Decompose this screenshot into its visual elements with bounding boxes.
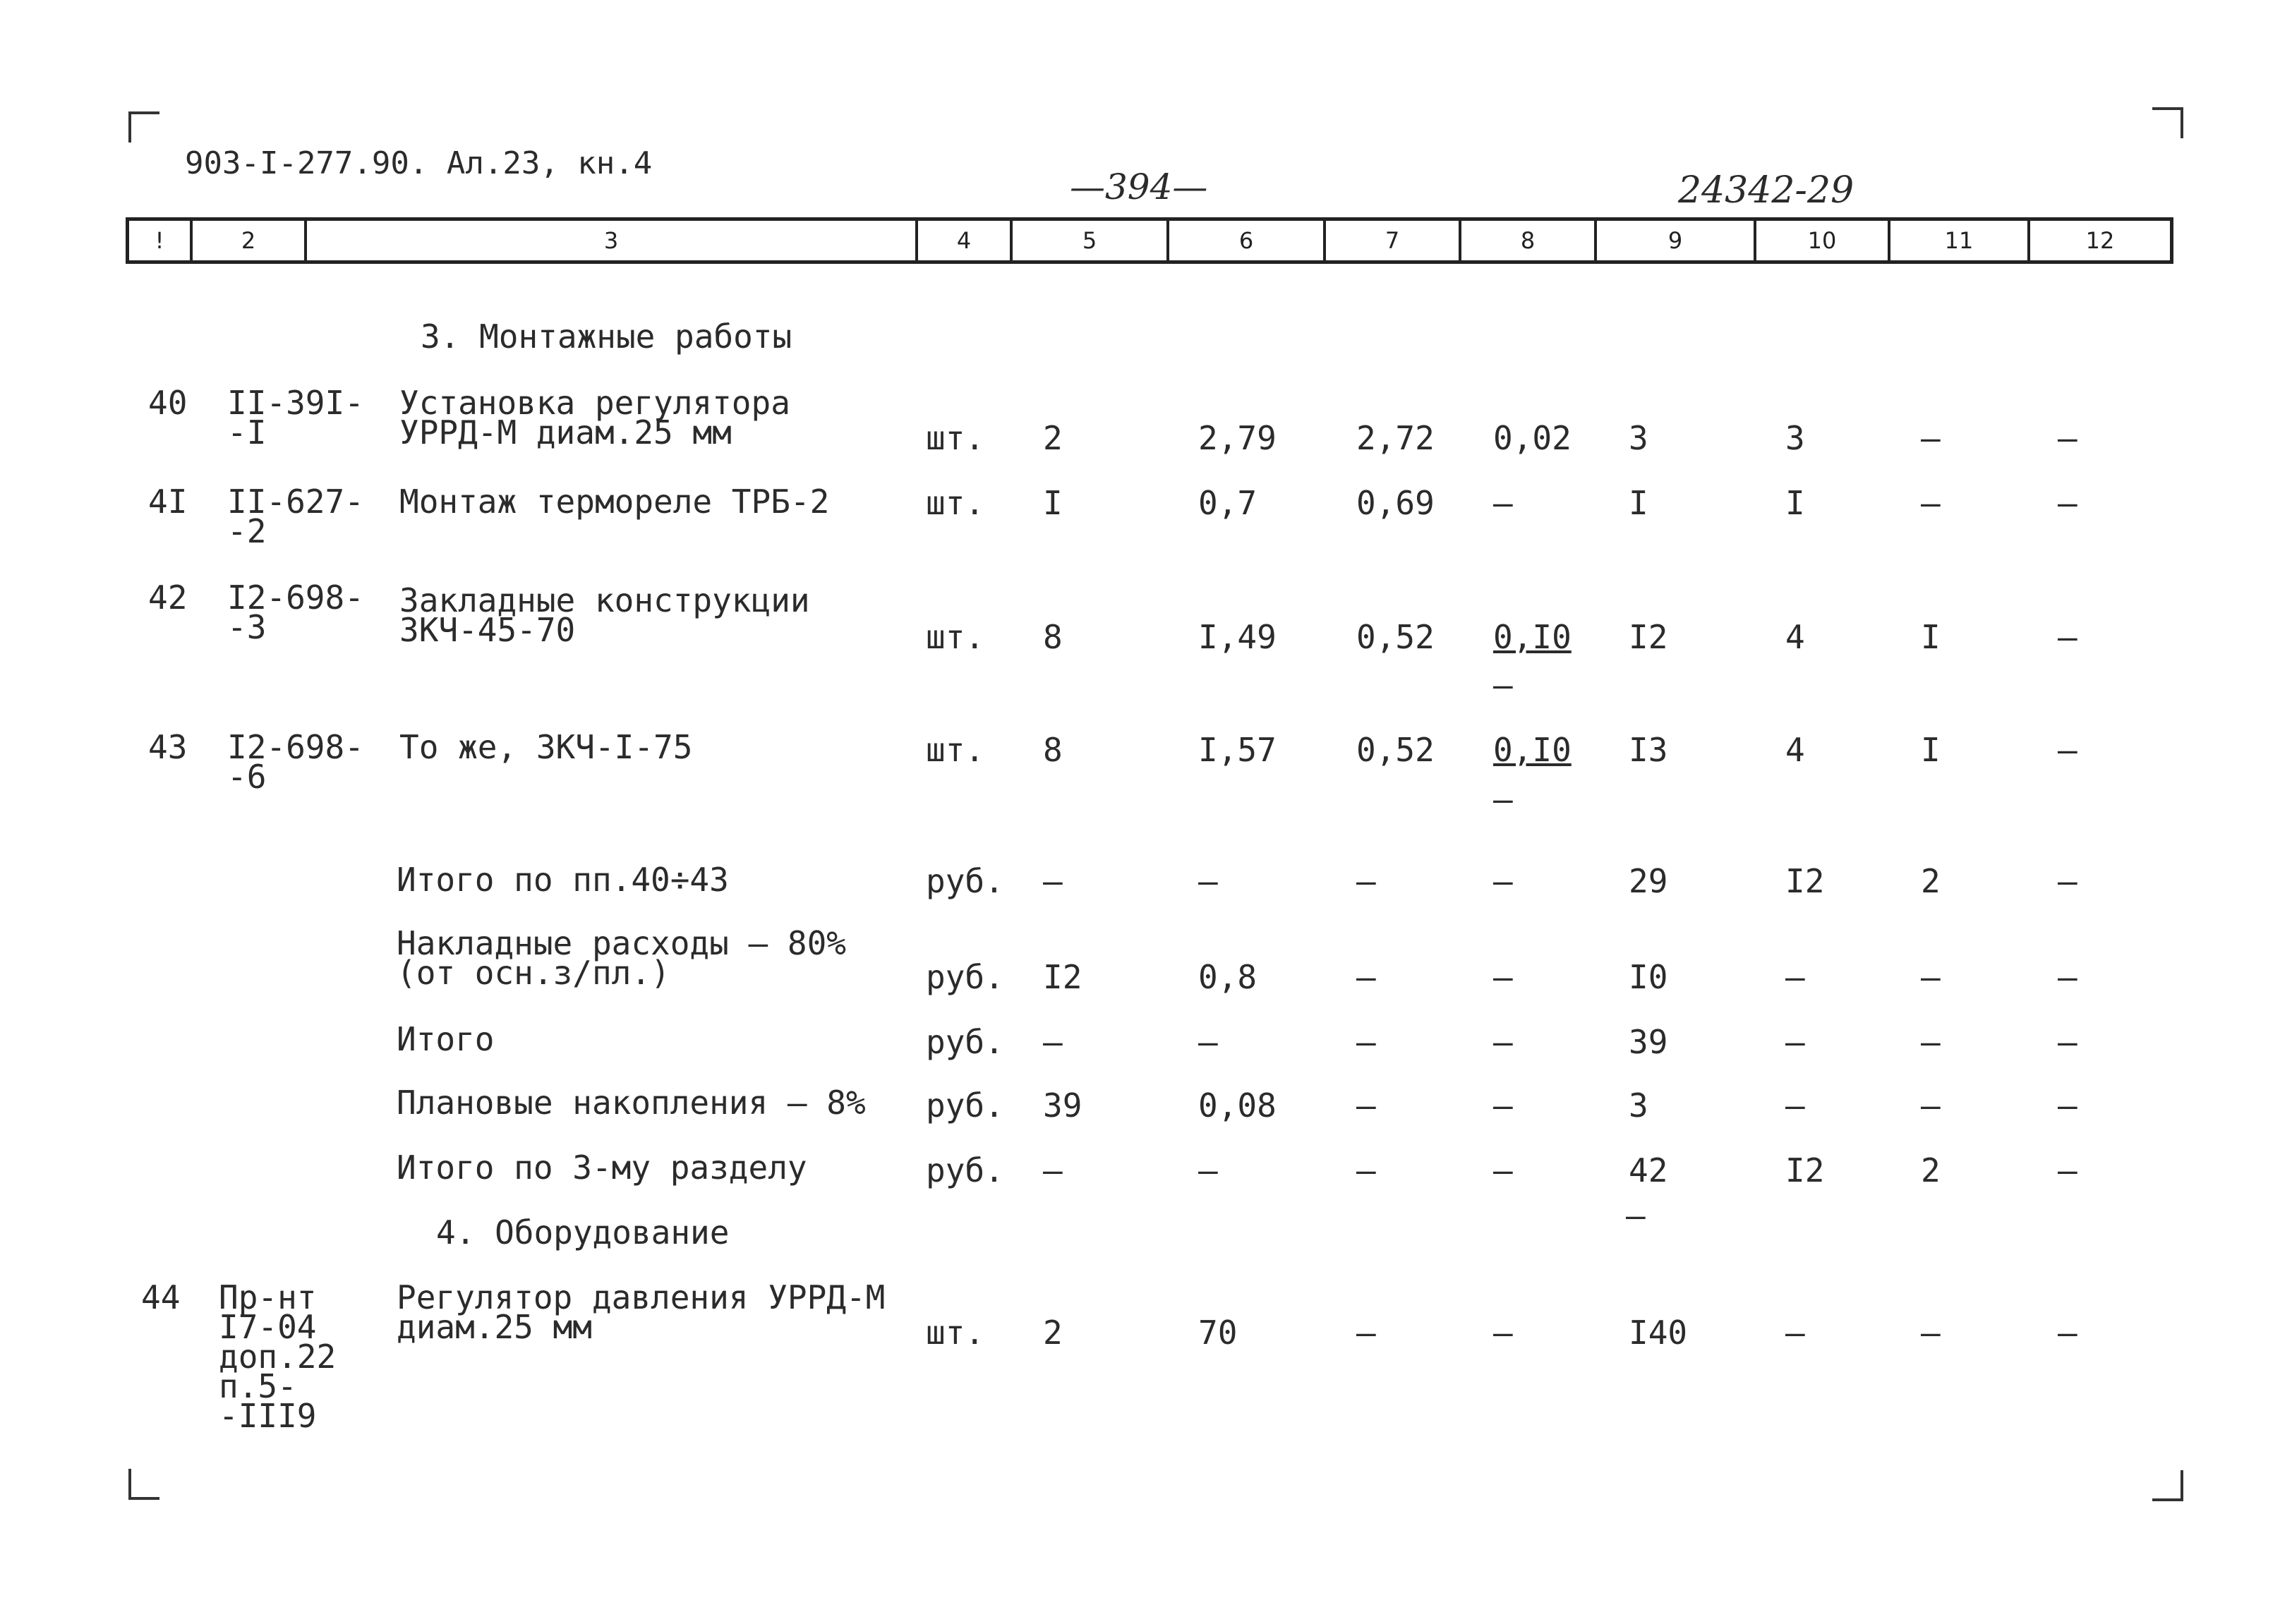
col-7-value: –: [1356, 1023, 1376, 1061]
col-11-value: –: [1921, 958, 1941, 996]
col-10-value: –: [1785, 1023, 1805, 1061]
col-8-value: –: [1493, 862, 1513, 900]
section-3-title: 3. Монтажные работы: [421, 317, 792, 356]
unit: шт.: [926, 484, 985, 522]
totals-label: [397, 1020, 495, 1058]
col-9-underline: —: [1626, 1196, 1646, 1235]
col-7-value: –: [1356, 862, 1376, 900]
col-5-value: 2: [1043, 419, 1063, 457]
col-9-value: I: [1629, 484, 1648, 522]
norm-code-line: II-39I-: [227, 384, 364, 422]
norm-code: [227, 483, 364, 550]
col-11-value: –: [1921, 419, 1941, 457]
col-5-value: 8: [1043, 618, 1063, 656]
corner-mark-top-left: [128, 111, 159, 143]
column-number: 4: [918, 221, 1013, 260]
col-5-value: –: [1043, 1023, 1063, 1061]
section-4-title: 4. Оборудование: [436, 1213, 730, 1252]
project-code: 24342-29: [1678, 169, 1854, 212]
norm-code-line: -6: [227, 758, 267, 796]
col-8-note: –: [1493, 780, 1513, 818]
col-7-value: 0,52: [1356, 731, 1435, 769]
col-9-value: I3: [1629, 731, 1668, 769]
col-7-value: 0,52: [1356, 618, 1435, 656]
item-name-line: диам.25 мм: [397, 1308, 592, 1346]
unit: руб.: [926, 1151, 1004, 1189]
col-5-value: 8: [1043, 731, 1063, 769]
col-12-value: –: [2058, 1151, 2077, 1189]
col-12-value: –: [2058, 1314, 2077, 1352]
column-number: 2: [193, 221, 307, 260]
totals-label-line: Плановые накопления – 8%: [397, 1084, 866, 1122]
unit: шт.: [926, 731, 985, 769]
totals-label-line: Итого по пп.40÷43: [397, 861, 729, 899]
totals-label: [397, 1084, 866, 1122]
col-10-value: –: [1785, 1086, 1805, 1125]
col-12-value: –: [2058, 419, 2077, 457]
col-10-value: –: [1785, 1314, 1805, 1352]
col-5-value: I2: [1043, 958, 1082, 996]
col-10-value: 3: [1785, 419, 1805, 457]
row-number: 42: [148, 578, 188, 617]
col-11-value: –: [1921, 1023, 1941, 1061]
column-number: 5: [1013, 221, 1169, 260]
norm-code-line: II-627-: [227, 483, 364, 521]
norm-code-line: доп.22: [219, 1338, 337, 1376]
col-7-value: 2,72: [1356, 419, 1435, 457]
col-12-value: –: [2058, 484, 2077, 522]
col-8-value: –: [1493, 958, 1513, 996]
norm-code-line: п.5-: [219, 1367, 297, 1405]
item-name-line: Закладные конструкции: [399, 581, 810, 619]
column-number: 9: [1597, 221, 1756, 260]
col-9-value: I0: [1629, 958, 1668, 996]
norm-code-line: Пр-нт: [219, 1278, 317, 1316]
row-number: 44: [141, 1278, 181, 1316]
item-name-line: Регулятор давления УРРД-М: [397, 1278, 886, 1316]
item-name-line: То же, ЗКЧ-I-75: [399, 728, 693, 766]
col-8-value: –: [1493, 1314, 1513, 1352]
item-name: [399, 728, 693, 766]
col-12-value: –: [2058, 618, 2077, 656]
item-name-line: УРРД-М диам.25 мм: [399, 413, 732, 452]
col-7-value: 0,69: [1356, 484, 1435, 522]
totals-label-line: (от осн.з/пл.): [397, 954, 670, 992]
col-5-value: –: [1043, 1151, 1063, 1189]
column-number: !: [129, 221, 193, 260]
totals-label-line: Накладные расходы – 80%: [397, 924, 846, 962]
column-number: 6: [1169, 221, 1326, 260]
col-7-value: –: [1356, 958, 1376, 996]
norm-code-line: I2-698-: [227, 578, 364, 617]
unit: руб.: [926, 1023, 1004, 1061]
item-name-line: Монтаж термореле ТРБ-2: [399, 483, 830, 521]
item-name: [399, 483, 830, 521]
col-8-note: –: [1493, 666, 1513, 704]
col-5-value: I: [1043, 484, 1063, 522]
row-number: 43: [148, 728, 188, 766]
col-8-value: 0,I0: [1493, 731, 1572, 769]
col-11-value: 2: [1921, 1151, 1941, 1189]
col-9-value: 3: [1629, 1086, 1648, 1125]
col-9-value: 42: [1629, 1151, 1668, 1189]
item-name: [397, 1278, 886, 1346]
col-12-value: –: [2058, 731, 2077, 769]
col-11-value: –: [1921, 1086, 1941, 1125]
item-name-line: ЗКЧ-45-70: [399, 611, 576, 649]
col-12-value: –: [2058, 958, 2077, 996]
page-number: —394—: [1070, 166, 1208, 207]
totals-label: [397, 1149, 807, 1187]
col-12-value: –: [2058, 862, 2077, 900]
col-9-value: 29: [1629, 862, 1668, 900]
norm-code-line: -2: [227, 512, 267, 550]
col-12-value: –: [2058, 1086, 2077, 1125]
col-5-value: 2: [1043, 1314, 1063, 1352]
column-number: 12: [2085, 227, 2115, 254]
col-9-value: I40: [1629, 1314, 1688, 1352]
item-name: [399, 581, 810, 649]
norm-code-line: -I: [227, 413, 267, 452]
unit: руб.: [926, 1086, 1004, 1125]
norm-code-line: -III9: [219, 1397, 317, 1435]
totals-label: [397, 924, 846, 992]
col-8-value: –: [1493, 1151, 1513, 1189]
col-10-value: I: [1785, 484, 1805, 522]
col-6-value: I,57: [1198, 731, 1277, 769]
col-10-value: I2: [1785, 1151, 1825, 1189]
col-7-value: –: [1356, 1314, 1376, 1352]
unit: шт.: [926, 618, 985, 656]
column-number: 3: [307, 221, 918, 260]
col-6-value: 0,08: [1198, 1086, 1277, 1125]
col-8-value: –: [1493, 1023, 1513, 1061]
col-11-value: I: [1921, 618, 1941, 656]
col-5-value: 39: [1043, 1086, 1082, 1125]
col-11-value: I: [1921, 731, 1941, 769]
unit: шт.: [926, 1314, 985, 1352]
col-10-value: –: [1785, 958, 1805, 996]
col-8-value: –: [1493, 1086, 1513, 1125]
col-6-value: –: [1198, 1023, 1218, 1061]
unit: руб.: [926, 862, 1004, 900]
norm-code: [227, 578, 364, 646]
col-9-value: 39: [1629, 1023, 1668, 1061]
column-number: 8: [1461, 221, 1597, 260]
unit: шт.: [926, 419, 985, 457]
unit: руб.: [926, 958, 1004, 996]
totals-label: [397, 861, 729, 899]
col-11-value: –: [1921, 1314, 1941, 1352]
col-6-value: –: [1198, 862, 1218, 900]
col-6-value: 2,79: [1198, 419, 1277, 457]
norm-code: [227, 728, 364, 796]
col-11-value: –: [1921, 484, 1941, 522]
column-number: 11: [1890, 221, 2030, 260]
column-number: 10: [1756, 221, 1890, 260]
col-6-value: 70: [1198, 1314, 1238, 1352]
corner-mark-bottom-right: [2152, 1470, 2183, 1501]
item-name: [399, 384, 790, 452]
norm-code-line: -3: [227, 608, 267, 646]
col-11-value: 2: [1921, 862, 1941, 900]
col-6-value: 0,7: [1198, 484, 1257, 522]
totals-label-line: Итого: [397, 1020, 495, 1058]
col-7-value: –: [1356, 1086, 1376, 1125]
col-9-value: I2: [1629, 618, 1668, 656]
row-number: 4I: [148, 483, 188, 521]
corner-mark-top-right: [2152, 107, 2183, 138]
col-8-value: –: [1493, 484, 1513, 522]
col-7-value: –: [1356, 1151, 1376, 1189]
row-number: 40: [148, 384, 188, 422]
col-8-value: 0,I0: [1493, 618, 1572, 656]
col-5-value: –: [1043, 862, 1063, 900]
document-reference: 903-I-277.90. Ал.23, кн.4: [185, 145, 653, 181]
col-10-value: 4: [1785, 731, 1805, 769]
norm-code: [219, 1278, 337, 1435]
col-8-value: 0,02: [1493, 419, 1572, 457]
col-6-value: 0,8: [1198, 958, 1257, 996]
col-9-value: 3: [1629, 419, 1648, 457]
norm-code-line: I2-698-: [227, 728, 364, 766]
item-name-line: Установка регулятора: [399, 384, 790, 422]
column-number: 7: [1326, 221, 1461, 260]
norm-code: [227, 384, 364, 452]
corner-mark-bottom-left: [128, 1469, 159, 1500]
col-10-value: 4: [1785, 618, 1805, 656]
col-6-value: –: [1198, 1151, 1218, 1189]
column-number-bar: [126, 217, 2173, 264]
col-6-value: I,49: [1198, 618, 1277, 656]
col-10-value: I2: [1785, 862, 1825, 900]
col-12-value: –: [2058, 1023, 2077, 1061]
norm-code-line: I7-04: [219, 1308, 317, 1346]
totals-label-line: Итого по 3-му разделу: [397, 1149, 807, 1187]
